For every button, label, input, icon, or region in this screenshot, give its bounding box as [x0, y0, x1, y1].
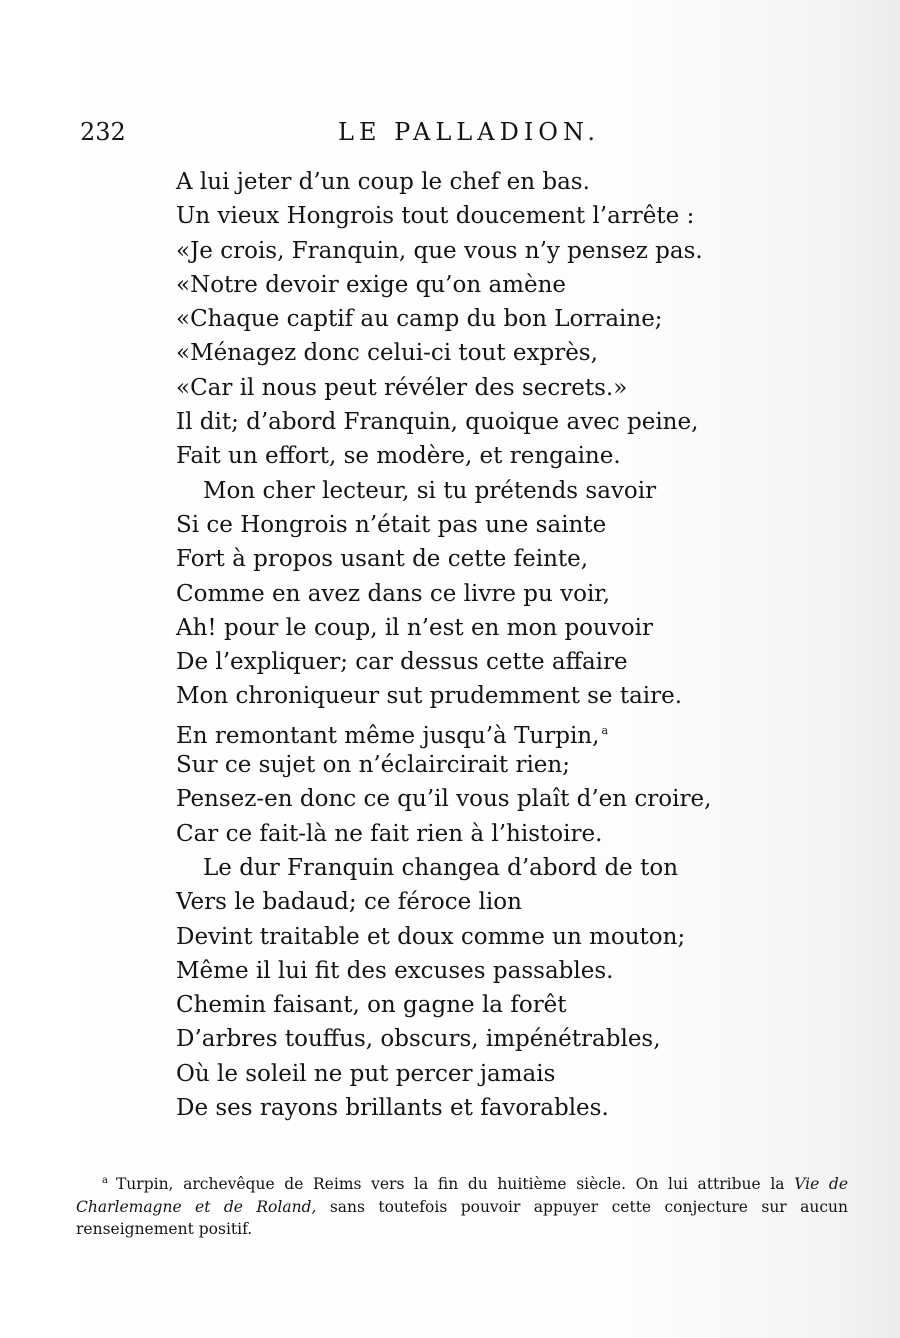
- verse-line: Comme en avez dans ce livre pu voir,: [176, 580, 611, 607]
- verse-line: Mon chroniqueur sut prudemment se taire.: [176, 683, 683, 710]
- footnote-reference: a: [601, 723, 608, 737]
- verse-line: Sur ce sujet on n’éclaircirait rien;: [176, 752, 570, 779]
- verse-line: Fait un effort, se modère, et rengaine.: [176, 443, 621, 470]
- footnote: [76, 1170, 848, 1241]
- verse-line: «Ménagez donc celui-ci tout exprès,: [176, 340, 598, 367]
- verse-line-with-note: [176, 714, 736, 748]
- footnote-text: Turpin, archevêque de Reims vers la fin du huitième siècle. On lui attribue la: [115, 1175, 795, 1193]
- verse-line: Devint traitable et doux comme un mouton;: [176, 923, 686, 950]
- verse-line: Le dur Franquin changea d’abord de ton: [203, 854, 679, 881]
- verse-line: De l’expliquer; car dessus cette affaire: [176, 649, 628, 676]
- verse-line: Fort à propos usant de cette feinte,: [176, 546, 589, 573]
- verse-line: «Chaque captif au camp du bon Lorraine;: [176, 306, 663, 333]
- verse-line: «Notre devoir exige qu’on amène: [176, 271, 567, 298]
- verse-line: Même il lui fit des excuses passables.: [176, 957, 614, 984]
- verse-line: Car ce fait-là ne fait rien à l’histoire.: [176, 820, 603, 847]
- footnote-marker: a: [102, 1175, 108, 1186]
- verse-line: D’arbres touffus, obscurs, impénétrables,: [176, 1026, 661, 1053]
- verse-line: Il dit; d’abord Franquin, quoique avec peine,: [176, 409, 699, 436]
- verse-text: En remontant même jusqu’à Turpin,: [176, 722, 600, 749]
- verse-line: «Car il nous peut révéler des secrets.»: [176, 374, 628, 401]
- running-title: LE PALLADION.: [338, 118, 601, 146]
- verse-line: A lui jeter d’un coup le chef en bas.: [176, 169, 590, 195]
- verse-line: Vers le badaud; ce féroce lion: [176, 889, 522, 916]
- verse-line: Si ce Hongrois n’était pas une sainte: [176, 511, 607, 538]
- verse-line: Un vieux Hongrois tout doucement l’arrête :: [176, 203, 695, 230]
- footnote-text-end: sans toutefois pouvoir appuyer cette conjecture sur aucun renseignement positif.: [76, 1197, 848, 1238]
- verse-line: Chemin faisant, on gagne la forêt: [176, 992, 567, 1019]
- verse-line: «Je crois, Franquin, que vous n’y pensez pas.: [176, 237, 703, 264]
- running-head: [80, 118, 840, 152]
- verse-line: Mon cher lecteur, si tu prétends savoir: [203, 477, 657, 504]
- verse-line: De ses rayons brillants et favorables.: [176, 1095, 609, 1122]
- verse-line: Pensez-en donc ce qu’il vous plaît d’en croire,: [176, 786, 712, 813]
- poem-text: [176, 165, 736, 1125]
- verse-line: Où le soleil ne put percer jamais: [176, 1060, 556, 1087]
- page-number: 232: [80, 118, 126, 146]
- footnote-work-title: Vie de Charlemagne et de Roland,: [76, 1175, 848, 1216]
- verse-line: Ah! pour le coup, il n’est en mon pouvoir: [176, 614, 654, 641]
